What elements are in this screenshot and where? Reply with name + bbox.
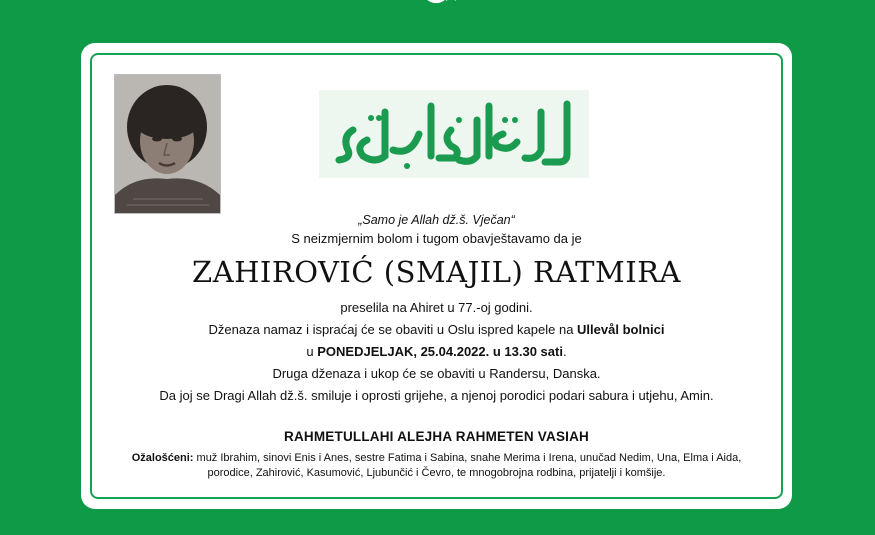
quote: „Samo je Allah dž.š. Vječan“: [358, 213, 515, 227]
notice-text: [92, 211, 781, 481]
notice-line-5: Da joj se Dragi Allah dž.š. smiluje i oprosti grijehe, a njenoj porodici podari sabura i utjehu, Amin.: [159, 388, 714, 403]
rahmet-heading: RAHMETULLAHI ALEJHA RAHMETEN VASIAH: [284, 429, 589, 444]
mourners-label: Ožalošćeni:: [131, 452, 194, 464]
crescent-star-icon: [405, 0, 465, 22]
line-3-text: u: [306, 344, 318, 359]
line-2-text: Dženaza namaz i ispraćaj će se obaviti u Oslu ispred kapele na: [208, 322, 578, 337]
line-3-suffix: .: [562, 344, 567, 359]
intro-line: S neizmjernim bolom i tugom obavještavamo da je: [291, 231, 582, 246]
deceased-photo: [114, 74, 221, 214]
card-border: [90, 53, 783, 499]
notice-line-2: [92, 319, 781, 341]
deceased-name: ZAHIROVIĆ (SMAJIL) RATMIRA: [192, 255, 681, 289]
funeral-date: PONEDJELJAK, 25.04.2022. u 13.30 sati: [317, 344, 563, 359]
notice-line-4: Druga dženaza i ukop će se obaviti u Randersu, Danska.: [272, 366, 601, 381]
obituary-card: [81, 43, 792, 509]
mourners-text: muž Ibrahim, sinovi Enis i Anes, sestre Fatima i Sabina, snahe Merima i Irena, unučad Nedim, Una, Elma i Aida,: [193, 452, 742, 464]
notice-line-3: [92, 341, 781, 363]
hospital-name: Ullevål bolnici: [577, 322, 665, 337]
notice-line-1: preselila na Ahiret u 77.-oj godini.: [340, 300, 533, 315]
arabic-calligraphy: [319, 90, 589, 178]
mourners-text-2: porodice, Zahirović, Kasumović, Ljubunčić i Čevro, te mnogobrojna rodbina, prijatelji i komšije.: [207, 467, 666, 479]
mourners: [112, 451, 761, 481]
